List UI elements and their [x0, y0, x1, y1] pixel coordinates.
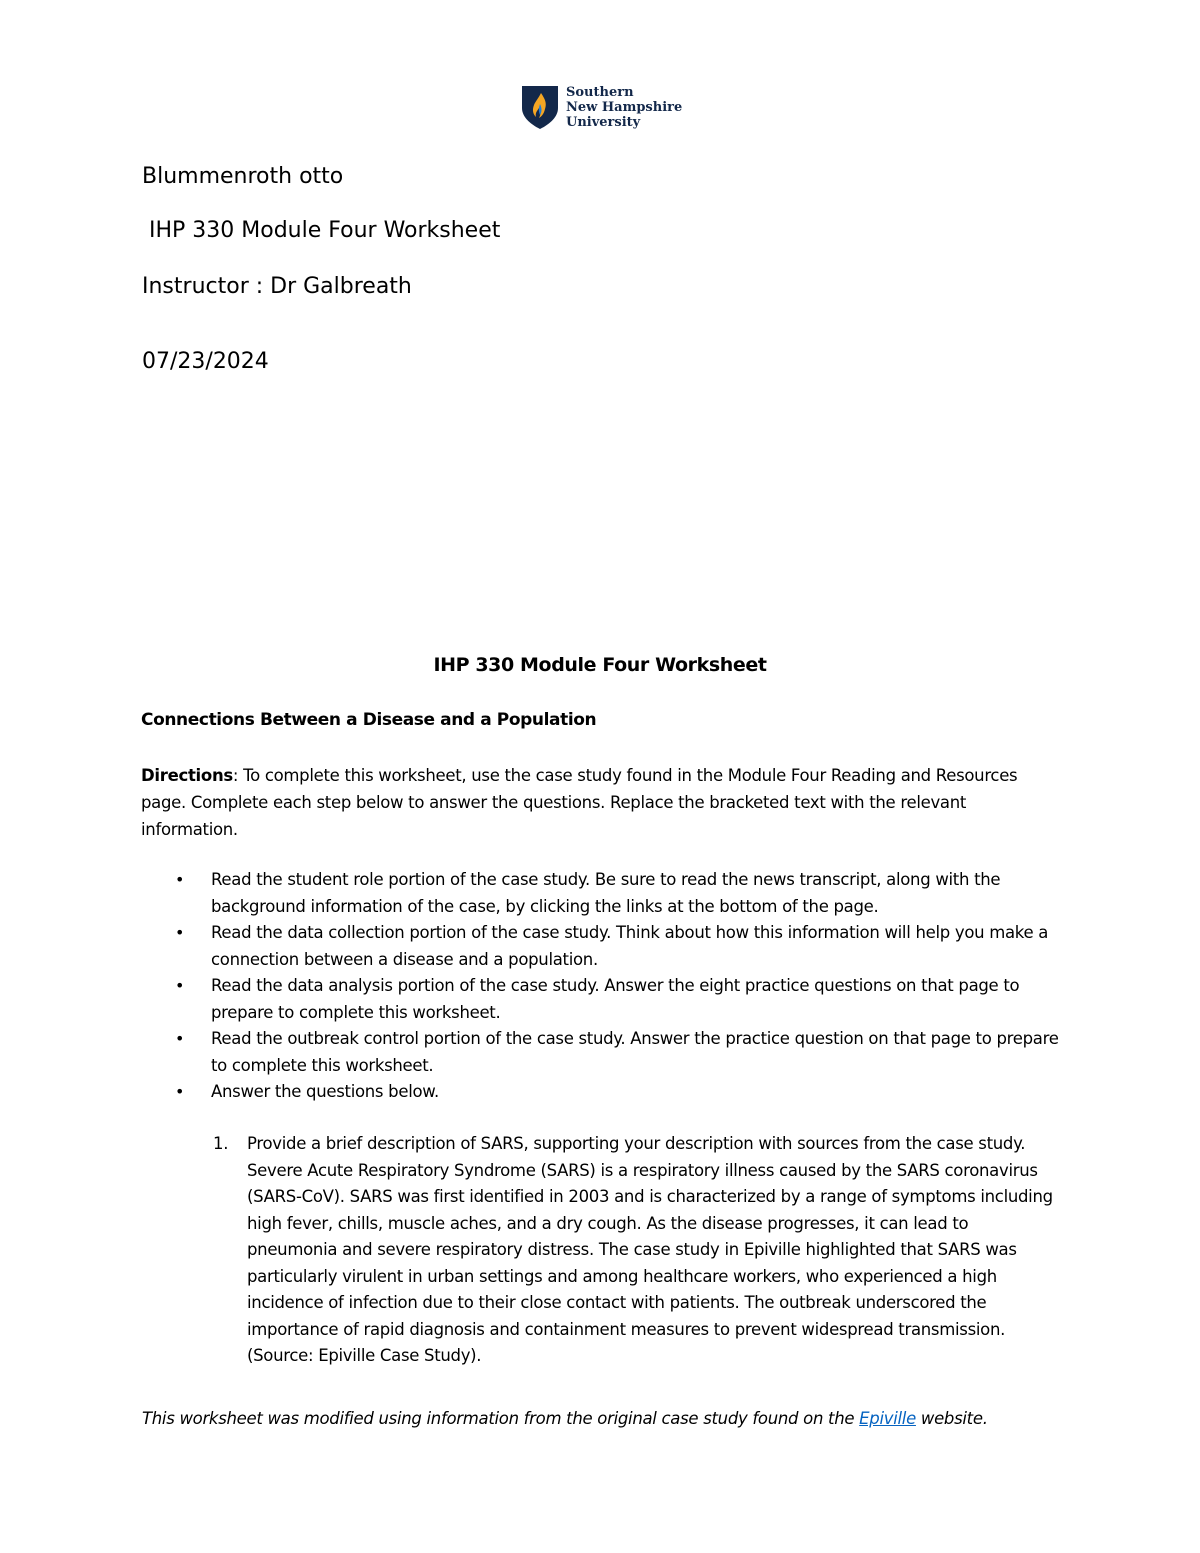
step-text: Read the data analysis portion of the case study. Answer the eight practice questions on that page to prepare to complete this worksheet. [211, 976, 1020, 1022]
logo-line: Southern [566, 85, 634, 100]
instructor-line: Instructor : Dr Galbreath [142, 274, 412, 299]
directions-paragraph [141, 762, 1061, 843]
course-title: IHP 330 Module Four Worksheet [142, 218, 501, 243]
author-name: Blummenroth otto [142, 164, 344, 189]
section-heading: Connections Between a Disease and a Population [141, 710, 597, 730]
list-item [141, 1079, 1061, 1106]
step-text: Answer the questions below. [211, 1082, 439, 1101]
directions-text: : To complete this worksheet, use the case study found in the Module Four Reading and Resources page. Complete each step below to answer the questions. Replace the bracketed text with the relevant information. [141, 766, 1018, 839]
footer-text-end: website. [915, 1409, 988, 1428]
directions-label: Directions [141, 766, 233, 785]
logo-line: New Hampshire [566, 100, 683, 115]
shield-icon [520, 84, 560, 130]
footer-text: This worksheet was modified using information from the original case study found on the [142, 1409, 860, 1428]
question-item [141, 1131, 1061, 1370]
questions-list [141, 1131, 1061, 1370]
logo-line: University [566, 115, 641, 130]
list-item [141, 867, 1061, 920]
footer-note [142, 1404, 1042, 1434]
step-text: Read the outbreak control portion of the case study. Answer the practice question on that page to prepare to complete this worksheet. [211, 1029, 1059, 1075]
bullet-icon: • [175, 1029, 185, 1048]
question-answer: Severe Acute Respiratory Syndrome (SARS) is a respiratory illness caused by the SARS coronavirus (SARS-CoV). SARS was first identified in 2003 and is characterized by a range of symptoms including high fever, chills, muscle aches, and a dry cough. As the disease progresses, it can lead to pneumonia and severe respiratory distress. The case study in Epiville highlighted that SARS was particularly virulent in urban settings and among healthcare workers, who experienced a high incidence of infection due to their close contact with patients. The outbreak underscored the importance of rapid diagnosis and containment measures to prevent widespread transmission. (Source: Epiville Case Study). [247, 1160, 1053, 1365]
bullet-icon: • [175, 923, 185, 942]
logo-wordmark [566, 85, 682, 130]
bullet-icon: • [175, 870, 185, 889]
document-title: IHP 330 Module Four Worksheet [433, 654, 767, 676]
steps-list [141, 867, 1061, 1106]
step-text: Read the student role portion of the case study. Be sure to read the news transcript, along with the background information of the case, by clicking the links at the bottom of the page. [211, 870, 1001, 916]
list-item [141, 1026, 1061, 1079]
question-number: 1. [213, 1134, 229, 1153]
submission-date: 07/23/2024 [142, 349, 269, 374]
bullet-icon: • [175, 1082, 185, 1101]
list-item [141, 973, 1061, 1026]
bullet-icon: • [175, 976, 185, 995]
question-prompt: Provide a brief description of SARS, supporting your description with sources from the case study. [247, 1134, 1026, 1153]
epiville-link[interactable]: Epiville [859, 1409, 916, 1428]
list-item [141, 920, 1061, 973]
university-logo [520, 84, 682, 130]
step-text: Read the data collection portion of the case study. Think about how this information will help you make a connection between a disease and a population. [211, 923, 1049, 969]
